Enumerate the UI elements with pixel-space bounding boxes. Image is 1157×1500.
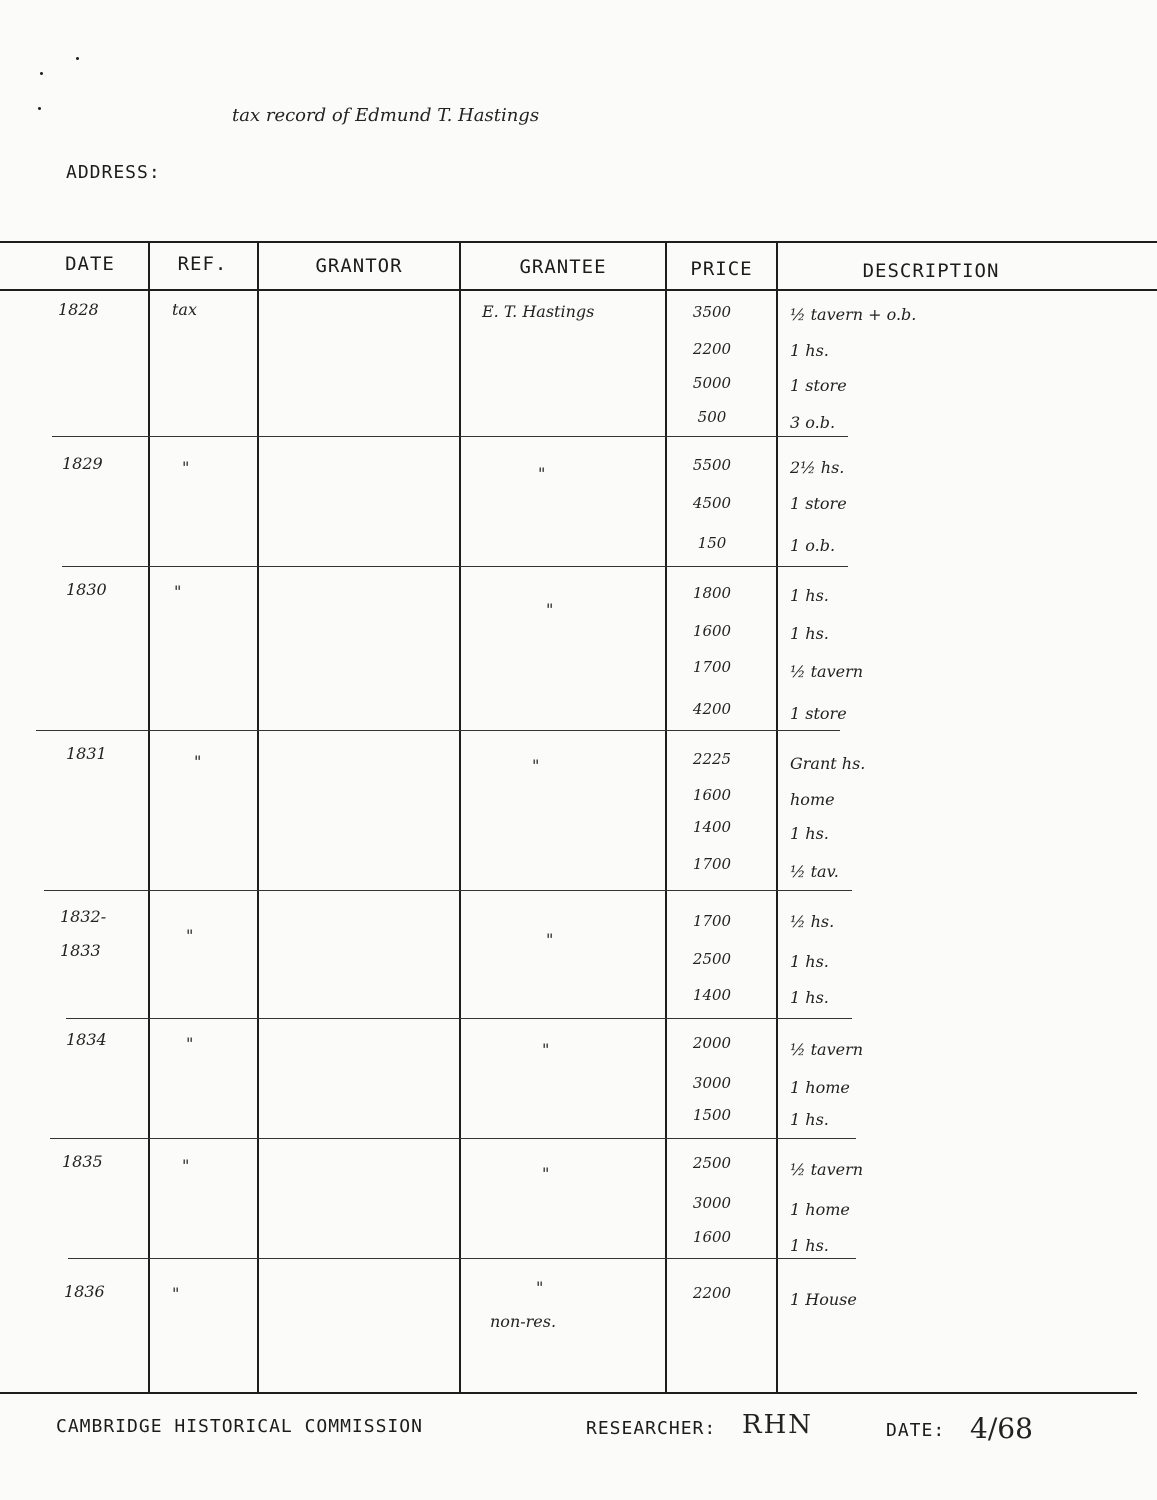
entry-description: 1 home [790, 1078, 850, 1097]
margin-dot [76, 57, 79, 60]
header-date: DATE [65, 253, 115, 275]
entry-price: 2200 [692, 1284, 732, 1302]
entry-grantee: " [542, 1040, 550, 1059]
entry-price: 2200 [692, 340, 732, 358]
group-separator [66, 1018, 852, 1019]
column-divider [459, 241, 461, 1392]
header-ref: REF. [177, 253, 228, 275]
group-separator [36, 730, 840, 731]
entry-ref: " [172, 1284, 180, 1303]
entry-date: 1835 [62, 1152, 103, 1171]
entry-price: 2225 [692, 750, 732, 768]
group-separator [44, 890, 852, 891]
header-grantor: GRANTOR [315, 255, 403, 277]
entry-price: 4500 [692, 494, 732, 512]
entry-description: 1 hs. [790, 586, 829, 605]
entry-description: Grant hs. [790, 754, 866, 773]
entry-description: ½ hs. [790, 912, 835, 931]
entry-price: 2500 [692, 950, 732, 968]
column-divider [148, 241, 150, 1392]
entry-price: 1700 [692, 855, 732, 873]
entry-ref: " [174, 582, 182, 601]
entry-ref: tax [172, 300, 197, 319]
entry-description: 2½ hs. [790, 458, 845, 477]
entry-date: 1828 [58, 300, 99, 319]
column-divider [665, 241, 667, 1392]
entry-description: 1 store [790, 494, 847, 513]
header-price: PRICE [690, 258, 753, 280]
entry-price: 3000 [692, 1194, 732, 1212]
footer-researcher: RHN [742, 1410, 813, 1440]
entry-description: ½ tavern [790, 1160, 864, 1179]
entry-price: 3500 [692, 303, 732, 321]
entry-price: 5500 [692, 456, 732, 474]
entry-price: 3000 [692, 1074, 732, 1092]
entry-description: ½ tavern [790, 1040, 864, 1059]
entry-price: 1400 [692, 986, 732, 1004]
margin-dot [38, 107, 41, 110]
entry-description: 1 store [790, 704, 847, 723]
footer-organization: CAMBRIDGE HISTORICAL COMMISSION [56, 1416, 423, 1437]
entry-ref: " [194, 752, 202, 771]
entry-price: 1600 [692, 1228, 732, 1246]
group-separator [50, 1138, 856, 1139]
entry-price: 5000 [692, 374, 732, 392]
entry-date: 1832- 1833 [60, 907, 107, 960]
entry-description: 1 hs. [790, 824, 829, 843]
table-top-rule [0, 241, 1157, 243]
entry-price: 4200 [692, 700, 732, 718]
entry-description: 1 hs. [790, 952, 829, 971]
record-title: tax record of Edmund T. Hastings [232, 105, 540, 126]
entry-price: 150 [697, 534, 727, 552]
margin-dot [40, 72, 43, 75]
entry-date: 1836 [64, 1282, 105, 1301]
entry-ref: " [182, 1156, 190, 1175]
header-bottom-rule [0, 289, 1157, 291]
entry-price: 1600 [692, 622, 732, 640]
group-separator [62, 566, 848, 567]
entry-grantee: " [532, 756, 540, 775]
entry-description: 1 o.b. [790, 536, 836, 555]
entry-description: 3 o.b. [790, 413, 836, 432]
column-divider [776, 241, 778, 1392]
entry-description: 1 hs. [790, 988, 829, 1007]
entry-price: 1700 [692, 658, 732, 676]
entry-price: 2500 [692, 1154, 732, 1172]
entry-date: 1831 [66, 744, 107, 763]
entry-price: 1600 [692, 786, 732, 804]
entry-price: 1800 [692, 584, 732, 602]
entry-description: ½ tavern [790, 662, 864, 681]
address-label: ADDRESS: [66, 162, 161, 183]
entry-grantee: E. T. Hastings [482, 302, 595, 321]
entry-date: 1830 [66, 580, 107, 599]
entry-price: 2000 [692, 1034, 732, 1052]
entry-description: 1 hs. [790, 1236, 829, 1255]
entry-price: 1700 [692, 912, 732, 930]
footer-date-label: DATE: [886, 1420, 946, 1441]
group-separator [68, 1258, 856, 1259]
entry-grantee: " [538, 464, 546, 483]
entry-grantee: " [542, 1164, 550, 1183]
entry-description: 1 hs. [790, 341, 829, 360]
entry-description: 1 hs. [790, 624, 829, 643]
header-grantee: GRANTEE [519, 256, 607, 278]
entry-ref: " [186, 926, 194, 945]
entry-description: 1 store [790, 376, 847, 395]
entry-description: home [790, 790, 835, 809]
entry-price: 1500 [692, 1106, 732, 1124]
entry-grantee: " [536, 1278, 544, 1297]
entry-description: 1 hs. [790, 1110, 829, 1129]
column-divider [257, 241, 259, 1392]
entry-description: 1 House [790, 1290, 857, 1309]
entry-price: 1400 [692, 818, 732, 836]
footer-researcher-label: RESEARCHER: [586, 1418, 717, 1439]
group-separator [52, 436, 848, 437]
entry-price: 500 [697, 408, 727, 426]
entry-ref: " [182, 458, 190, 477]
entry-ref: " [186, 1034, 194, 1053]
entry-description: ½ tav. [790, 862, 839, 881]
entry-description: 1 home [790, 1200, 850, 1219]
footer-date: 4/68 [970, 1412, 1033, 1445]
entry-grantee: " [546, 930, 554, 949]
entry-grantee: " [546, 600, 554, 619]
header-description: DESCRIPTION [862, 260, 1000, 282]
entry-description: ½ tavern + o.b. [790, 305, 917, 324]
table-bottom-rule [0, 1392, 1137, 1394]
entry-grantee-note: non-res. [490, 1312, 557, 1331]
entry-date: 1834 [66, 1030, 107, 1049]
entry-date: 1829 [62, 454, 103, 473]
